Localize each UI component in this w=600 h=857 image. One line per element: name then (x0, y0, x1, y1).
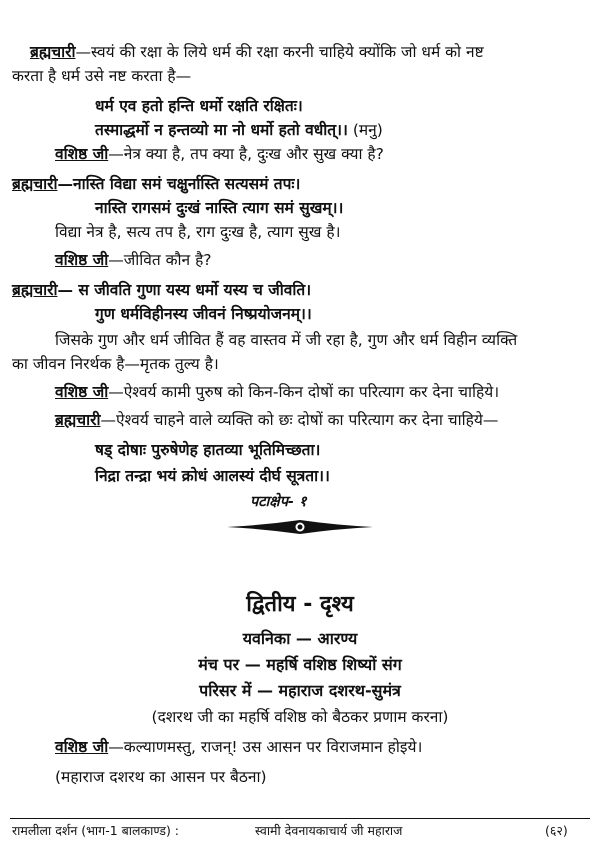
speaker-name: वशिष्ठ जी (55, 145, 109, 163)
sanskrit-verse: गुण धर्मविहीनस्य जीवनं निष्प्रयोजनम्।। (95, 305, 312, 323)
dialogue-line (55, 248, 212, 272)
verse-source: (मनु) (352, 121, 383, 139)
dialogue-line (55, 735, 422, 759)
footer-author: स्वामी देवनायकाचार्य जी महाराज (255, 823, 403, 838)
dialogue-text: —नेत्र क्या है, तप क्या है, दुःख और सुख क्या है? (108, 145, 384, 163)
scene-title: द्वितीय - दृश्य (246, 592, 354, 617)
sanskrit-verse: षड् दोषाः पुरुषेणेह हातव्या भूतिमिच्छता। (95, 441, 321, 459)
dialogue-line (12, 278, 311, 302)
dialogue-line (55, 408, 498, 432)
dialogue-text: करता है धर्म उसे नष्ट करता है— (12, 67, 192, 85)
footer-rule (10, 818, 590, 819)
dialogue-line (55, 142, 384, 166)
curtain-fall-note: पटाक्षेप- १ (250, 494, 307, 510)
scene-setting: यवनिका — आरण्य (242, 629, 358, 648)
sanskrit-verse: नास्ति रागसमं दुःखं नास्ति त्याग समं सुखम्।। (95, 199, 344, 217)
sanskrit-verse: निद्रा तन्द्रा भयं क्रोधं आलस्यं दीर्घ सूत्रता।। (95, 467, 330, 485)
speaker-name: ब्रह्मचारी (55, 411, 101, 429)
translation-text: जिसके गुण और धर्म जीवित हैं वह वास्तव में जी रहा है, गुण और धर्म विहीन व्यक्ति (55, 331, 518, 349)
speaker-name: ब्रह्मचारी (30, 43, 76, 61)
stage-direction: (दशरथ जी का महर्षि वशिष्ठ को बैठकर प्रणाम करना) (151, 708, 449, 726)
speaker-name: वशिष्ठ जी (55, 251, 109, 269)
stage-direction: (महाराज दशरथ का आसन पर बैठना) (55, 768, 267, 786)
sanskrit-verse: —नास्ति विद्या समं चक्षुर्नास्ति सत्यसमं तपः। (57, 175, 301, 193)
sanskrit-verse: — स जीवति गुणा यस्य धर्मो यस्य च जीवति। (57, 281, 312, 299)
dialogue-text: —ऐश्वर्य चाहने वाले व्यक्ति को छः दोषों का परित्याग कर देना चाहिये— (100, 411, 499, 429)
dialogue-text: —स्वयं की रक्षा के लिये धर्म की रक्षा करनी चाहिये क्योंकि जो धर्म को नष्ट (75, 43, 484, 61)
dialogue-line (12, 172, 300, 196)
footer-book-title: रामलीला दर्शन (भाग-1 बालकाण्ड) : (12, 823, 180, 838)
speaker-name: वशिष्ठ जी (55, 383, 109, 401)
sanskrit-verse-line (95, 118, 383, 142)
dialogue-text: —ऐश्वर्य कामी पुरुष को किन-किन दोषों का परित्याग कर देना चाहिये। (108, 383, 500, 401)
dialogue-line (55, 380, 499, 404)
speaker-name: ब्रह्मचारी (12, 281, 58, 299)
speaker-name: वशिष्ठ जी (55, 738, 109, 756)
dialogue-text: —जीवित कौन है? (108, 251, 212, 269)
dialogue-text: —कल्याणमस्तु, राजन्! उस आसन पर विराजमान होइये। (108, 738, 423, 756)
sanskrit-verse: तस्माद्धर्मो न हन्तव्यो मा नो धर्मो हतो वधीत्।। (95, 121, 348, 139)
speaker-name: ब्रह्मचारी (12, 175, 58, 193)
dialogue-line (30, 40, 484, 64)
footer-page-number: (६२) (545, 823, 568, 838)
translation-text: विद्या नेत्र है, सत्य तप है, राग दुःख है, त्याग सुख है। (55, 223, 341, 241)
scene-venue: परिसर में — महाराज दशरथ-सुमंत्र (199, 681, 401, 700)
translation-text: का जीवन निरर्थक है—मृतक तुल्य है। (12, 355, 219, 373)
scene-stage: मंच पर — महर्षि वशिष्ठ शिष्यों संग (198, 655, 402, 674)
section-divider-ornament (225, 518, 375, 536)
sanskrit-verse: धर्म एव हतो हन्ति धर्मो रक्षति रक्षितः। (95, 97, 303, 115)
